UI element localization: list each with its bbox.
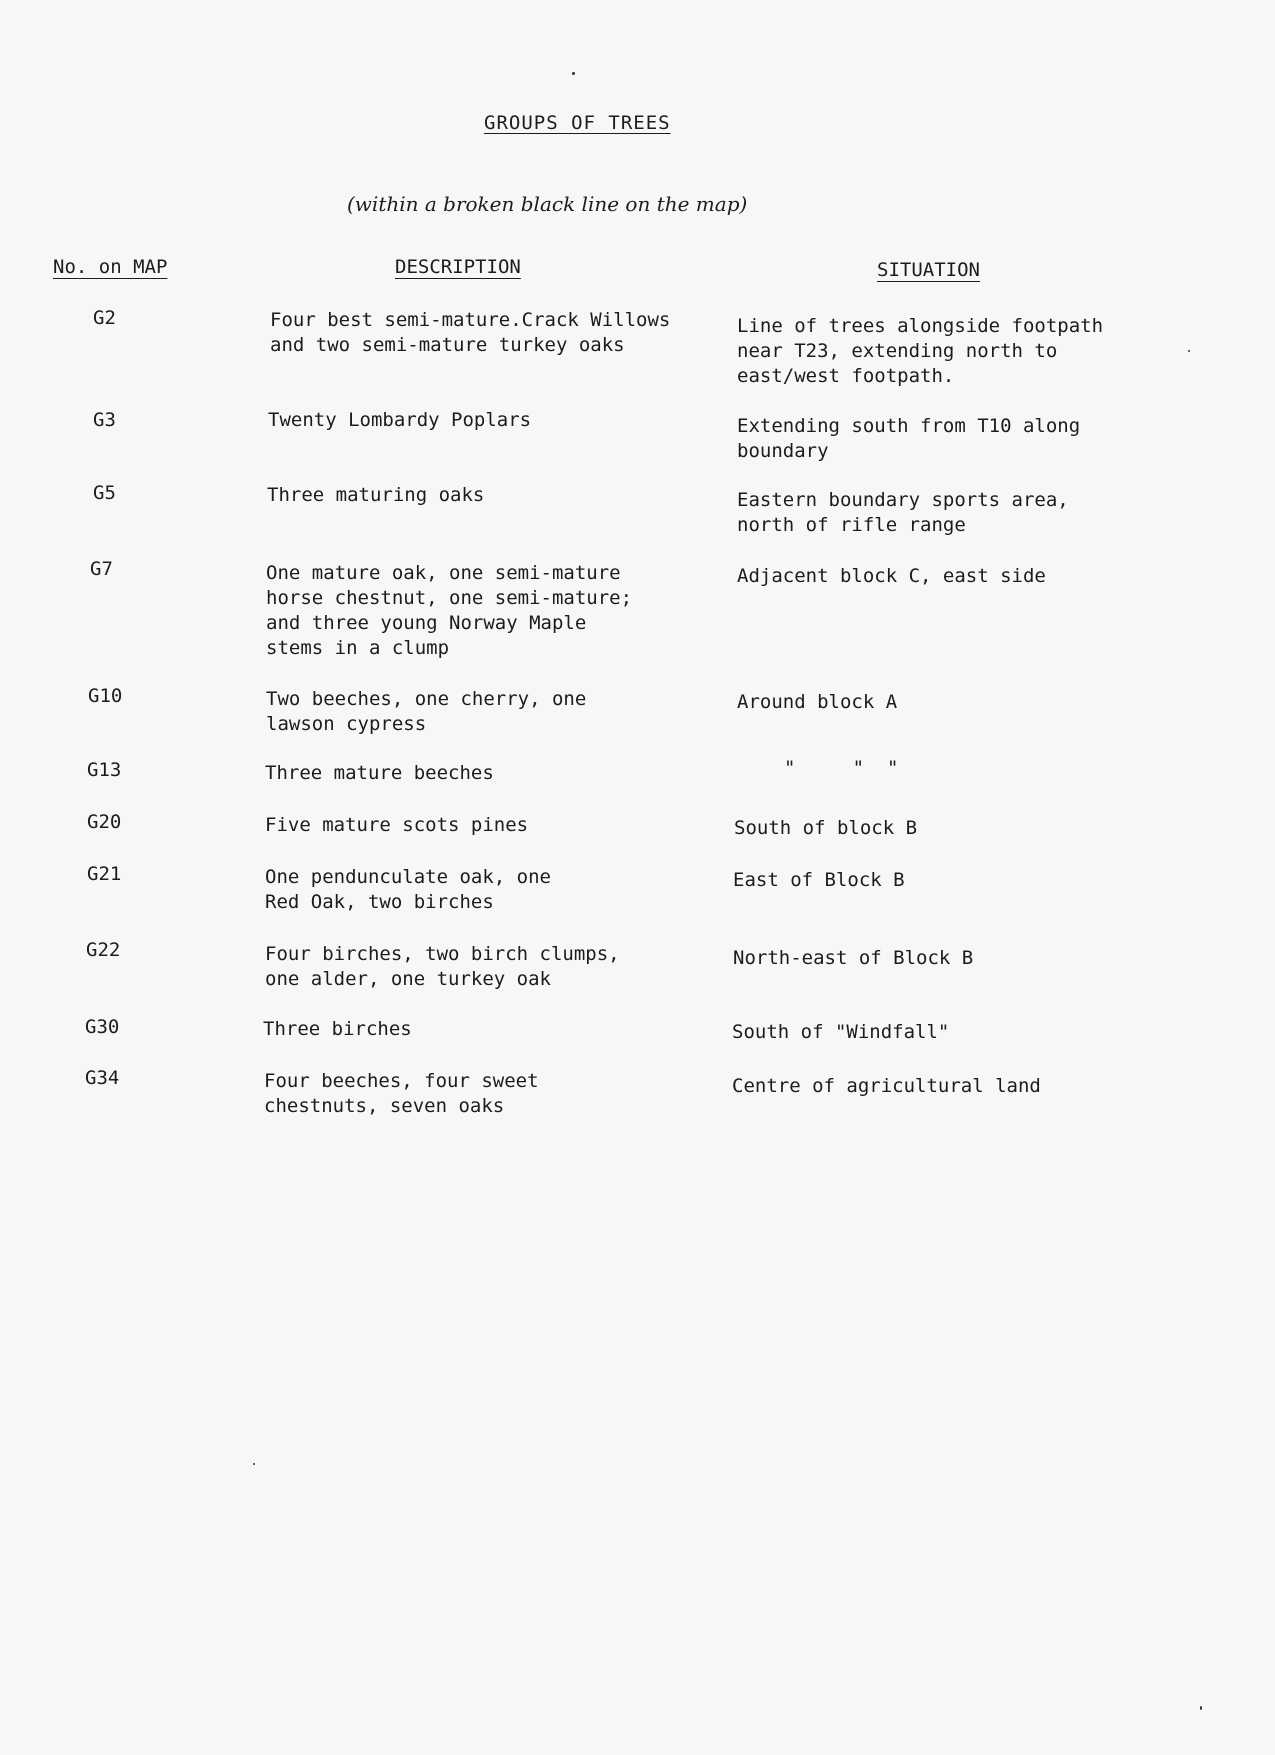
row-map-number: G2 xyxy=(93,307,116,329)
scan-speck xyxy=(1200,1706,1202,1710)
row-situation: Extending south from T10 along boundary xyxy=(737,415,1081,462)
row-situation: South of "Windfall" xyxy=(732,1021,950,1043)
column-header-description: DESCRIPTION xyxy=(395,256,521,278)
row-map-number: G5 xyxy=(93,482,116,504)
page-title: GROUPS OF TREES xyxy=(484,112,671,134)
row-situation: North-east of Block B xyxy=(733,947,974,969)
row-map-number: G22 xyxy=(86,939,121,961)
row-map-number: G10 xyxy=(88,685,123,707)
scan-speck xyxy=(253,1463,255,1465)
row-map-number: G13 xyxy=(87,759,122,781)
row-description: Three birches xyxy=(263,1018,412,1040)
row-map-number: G34 xyxy=(85,1067,120,1089)
row-description: Four birches, two birch clumps, one alder, one turkey oak xyxy=(265,943,620,990)
row-map-number: G30 xyxy=(85,1016,120,1038)
row-situation: East of Block B xyxy=(733,869,905,891)
scan-speck xyxy=(1188,350,1190,352)
row-situation: Adjacent block C, east side xyxy=(737,565,1046,587)
scan-speck xyxy=(572,72,575,75)
column-header-situation: SITUATION xyxy=(877,259,980,281)
row-description: Twenty Lombardy Poplars xyxy=(268,409,532,431)
row-description: Five mature scots pines xyxy=(265,814,529,836)
row-map-number: G3 xyxy=(93,409,116,431)
row-situation: South of block B xyxy=(734,817,918,839)
column-header-no-on-map: No. on MAP xyxy=(53,256,168,278)
row-description: Two beeches, one cherry, one lawson cypress xyxy=(266,688,587,735)
row-situation-ditto-marks: " " " xyxy=(784,757,899,779)
row-situation: Eastern boundary sports area, north of rifle range xyxy=(737,489,1069,536)
row-description: Four best semi-mature.Crack Willows and two semi-mature turkey oaks xyxy=(270,309,671,356)
row-situation: Line of trees alongside footpath near T23, extending north to east/west footpath. xyxy=(737,315,1104,387)
row-situation: Around block A xyxy=(737,691,898,713)
row-map-number: G21 xyxy=(87,863,122,885)
row-map-number: G7 xyxy=(90,558,113,580)
row-description: Three maturing oaks xyxy=(267,484,485,506)
row-map-number: G20 xyxy=(87,811,122,833)
row-situation: Centre of agricultural land xyxy=(732,1075,1041,1097)
row-description: Three mature beeches xyxy=(265,762,494,784)
page-subtitle: (within a broken black line on the map) xyxy=(347,192,748,216)
row-description: Four beeches, four sweet chestnuts, seven oaks xyxy=(264,1070,539,1117)
row-description: One mature oak, one semi-mature horse chestnut, one semi-mature; and three young Norway Maple stems in a clump xyxy=(266,562,633,659)
row-description: One pendunculate oak, one Red Oak, two birches xyxy=(265,866,551,913)
